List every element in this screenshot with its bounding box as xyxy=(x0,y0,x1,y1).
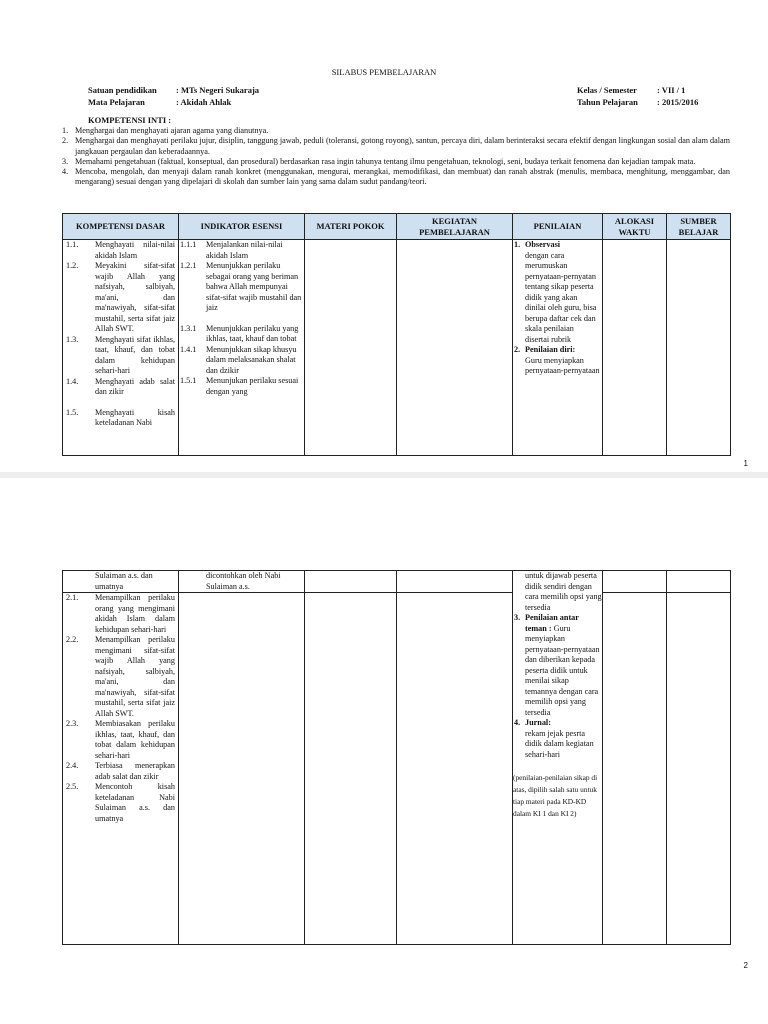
indikator-item xyxy=(179,240,304,261)
ki-text: Mencoba, mengolah, dan menyaji dalam ranah konkret (menggunakan, mengurai, merangkai, memodifikasi, dan membuat) dan ranah abstrak (menulis, membaca, menghitung, menggambar, dan mengarang) sesuai dengan yang dipelajari di skolah dan sumber lain yang sama dalam sudut pandang/teori. xyxy=(75,167,730,187)
kd-item xyxy=(63,593,178,635)
table-row xyxy=(63,571,731,593)
kd-item xyxy=(63,719,178,761)
ki-text: Menghargai dan menghayati perilaku jujur, disiplin, tanggung jawab, peduli (toleransi, gotong royong), santun, percaya diri, dalam berinteraksi secara efektif dengan lingkungan sosial dan alam dalam jangkauan pergaulan dan keberadaannya. xyxy=(75,136,731,156)
header-indikator-esensi: INDIKATOR ESENSI xyxy=(179,214,305,240)
sumber-cell xyxy=(667,240,731,456)
indikator-text: Menjalankan nilai-nilai akidah Islam xyxy=(206,240,283,260)
penilaian-heading: Observasi xyxy=(525,240,561,249)
tahun-label: Tahun Pelajaran xyxy=(577,97,638,107)
page-1 xyxy=(0,0,768,472)
ki-number: 2. xyxy=(62,136,69,146)
header-alokasi-waktu: ALOKASI WAKTU xyxy=(603,214,667,240)
penilaian-cell xyxy=(513,571,603,945)
syllabus-table-page-1 xyxy=(62,213,731,456)
indikator-text: Menunjukkan perilaku sebagai orang yang beriman bahwa Allah mempunyai sifat-sifat wajib mustahil dan jaiz xyxy=(206,261,302,312)
penilaian-continued-text: untuk dijawab peserta didik sendiri dengan cara memilih opsi yang tersedia xyxy=(525,571,602,612)
kd-number: 1.5. xyxy=(66,407,79,417)
penilaian-text: dengan cara merumuskan pernyataan-pernyatan tentang sikap peserta didik yang akan dinilai oleh guru, bisa berupa daftar cek dan skala penilaian disertai rubrik xyxy=(525,250,597,344)
document-title: SILABUS PEMBELAJARAN xyxy=(331,67,437,77)
kd-item xyxy=(63,782,178,824)
ki-text: Menghargai dan menghayati ajaran agama yang dianutnya. xyxy=(75,126,269,135)
indikator-item xyxy=(179,376,304,397)
kd-text: Menampilkan perilaku orang yang mengimani akidah Islam dalam kehidupan sehari-hari xyxy=(95,593,175,634)
meta-left xyxy=(88,84,259,108)
table-row xyxy=(63,593,731,945)
indikator-item xyxy=(179,324,304,345)
materi-cell xyxy=(305,571,397,593)
kd-item xyxy=(63,408,178,429)
penilaian-number: 3. xyxy=(514,613,521,622)
mapel-value: : Akidah Ahlak xyxy=(176,97,232,107)
alokasi-cell xyxy=(603,571,667,593)
table-header-row xyxy=(63,214,731,240)
kd-number: 2.4. xyxy=(66,761,79,770)
penilaian-item xyxy=(513,240,602,345)
kd-number: 1.1. xyxy=(66,240,79,249)
indikator-text: Menunjukkan perilaku yang ikhlas, taat, khauf dan tobat xyxy=(206,323,299,343)
kd-text: Menghayati nilai-nilai akidah Islam xyxy=(95,240,175,260)
kd-text: Menampilkan perilaku mengimani sifat-sifat wajib Allah yang nafsiyah, salbiyah, ma'ani, dan ma'nawiyah, sifat-sifat mustahil, serta sifat jaiz Allah SWT. xyxy=(95,635,175,718)
indikator-cell xyxy=(179,571,305,593)
sumber-cell xyxy=(667,593,731,945)
indikator-text: Menunjukkan sikap khusyu dalam melaksanakan shalat dan dzikir xyxy=(206,344,297,375)
penilaian-number: 1. xyxy=(514,240,521,249)
ki-item xyxy=(62,136,730,157)
header-kompetensi-dasar: KOMPETENSI DASAR xyxy=(63,214,179,240)
ki-list xyxy=(62,126,730,188)
indikator-cell xyxy=(179,240,305,456)
kelas-value: : VII / 1 xyxy=(657,85,686,95)
kd-cell xyxy=(63,571,179,593)
kd-number: 2.5. xyxy=(66,782,79,791)
penilaian-item xyxy=(513,718,602,760)
penilaian-cell xyxy=(513,240,603,456)
kegiatan-cell xyxy=(397,593,513,945)
penilaian-heading: Penilaian antar teman : xyxy=(525,613,579,633)
ki-item xyxy=(62,157,730,167)
materi-cell xyxy=(305,240,397,456)
ki-number: 1. xyxy=(62,126,69,135)
satuan-value: : MTs Negeri Sukaraja xyxy=(176,85,260,95)
kd-continued-text: Sulaiman a.s. dan umatnya xyxy=(95,571,153,591)
indikator-number: 1.5.1 xyxy=(180,376,197,385)
alokasi-cell xyxy=(603,593,667,945)
ki-number: 3. xyxy=(62,156,69,166)
penilaian-heading: Penilaian diri: xyxy=(525,345,576,354)
satuan-label: Satuan pendidikan xyxy=(88,85,157,95)
materi-cell xyxy=(305,593,397,945)
ki-item xyxy=(62,167,730,188)
page-number: 1 xyxy=(743,459,748,468)
indikator-item xyxy=(179,345,304,377)
kd-number: 1.2. xyxy=(66,261,79,270)
kelas-label: Kelas / Semester xyxy=(577,85,637,95)
kd-cell xyxy=(63,240,179,456)
header-materi-pokok: MATERI POKOK xyxy=(305,214,397,240)
mapel-label: Mata Pelajaran xyxy=(88,97,145,107)
kd-text: Terbiasa menerapkan adab salat dan zikir xyxy=(95,761,175,781)
header-kegiatan-pembelajaran: KEGIATAN PEMBELAJARAN xyxy=(397,214,513,240)
penilaian-text: rekam jejak pesrta didik dalam kegiatan sehari-hari xyxy=(525,728,594,759)
kd-text: Menghayati kisah keteladanan Nabi xyxy=(95,407,175,427)
table-row xyxy=(63,240,731,456)
indikator-number: 1.2.1 xyxy=(180,261,197,270)
syllabus-table-page-2 xyxy=(62,570,731,945)
penilaian-text: Guru menyiapkan pernyataan-pernyataan xyxy=(525,355,600,375)
ki-heading: KOMPETENSI INTI : xyxy=(88,115,172,125)
meta-right xyxy=(577,84,698,108)
alokasi-cell xyxy=(603,240,667,456)
kegiatan-cell xyxy=(397,240,513,456)
kd-item xyxy=(63,261,178,335)
kd-number: 2.2. xyxy=(66,635,79,644)
ki-item xyxy=(62,126,730,136)
kd-number: 2.1. xyxy=(66,593,79,602)
indikator-cell xyxy=(179,593,305,945)
indikator-number: 1.4.1 xyxy=(180,344,197,354)
penilaian-note: (penilaian-penilaian sikap di atas, dipilih salah satu untuk tiap materi pada KD-KD dalam KI 1 dan KI 2) xyxy=(513,773,598,818)
indikator-text: Menunjukan perilaku sesuai dengan yang xyxy=(206,376,299,396)
indikator-continued-text: dicontohkan oleh Nabi Sulaiman a.s. xyxy=(206,571,281,591)
indikator-number: 1.1.1 xyxy=(180,240,197,249)
indikator-item xyxy=(179,261,304,314)
kd-number: 1.3. xyxy=(66,334,79,344)
kd-item xyxy=(63,335,178,377)
header-sumber-belajar: SUMBER BELAJAR xyxy=(667,214,731,240)
ki-number: 4. xyxy=(62,167,69,177)
tahun-value: : 2015/2016 xyxy=(657,97,699,107)
kd-text: Menghayati sifat ikhlas, taat, khauf, dan tobat dalam kehidupan sehari-hari xyxy=(95,334,175,375)
ki-text: Memahami pengetahuan (faktual, konseptual, dan prosedural) berdasarkan rasa ingin tahunya tentang ilmu pengetahuan, teknologi, seni, budaya terkait fenomena dan kejadian tampak mata. xyxy=(75,156,696,166)
penilaian-item xyxy=(513,345,602,377)
page-number: 2 xyxy=(743,961,748,970)
kd-text: Menghayati adab salat dan zikir xyxy=(95,376,175,396)
kd-text: Meyakini sifat-sifat wajib Allah yang nafsiyah, salbiyah, ma'ani, dan ma'nawiyah, sifat-sifat mustahil, serta sifat jaiz Allah SWT. xyxy=(95,261,175,333)
sumber-cell xyxy=(667,571,731,593)
kd-item xyxy=(63,240,178,261)
kd-item xyxy=(63,761,178,782)
penilaian-number: 4. xyxy=(514,718,521,727)
penilaian-item xyxy=(513,613,602,718)
kd-item xyxy=(63,377,178,398)
kd-number: 2.3. xyxy=(66,719,79,728)
penilaian-heading: Jurnal: xyxy=(525,718,551,727)
kd-text: Membiasakan perilaku ikhlas, taat, khauf, dan tobat dalam kehidupan sehari-hari xyxy=(95,719,175,760)
header-penilaian: PENILAIAN xyxy=(513,214,603,240)
kd-item xyxy=(63,635,178,719)
indikator-number: 1.3.1 xyxy=(180,323,197,333)
penilaian-number: 2. xyxy=(514,345,521,354)
kd-cell xyxy=(63,593,179,945)
kd-number: 1.4. xyxy=(66,376,79,386)
penilaian-text: Guru menyiapkan pernyataan-pernyataan dan diberikan kepada peserta didik untuk menilai sikap temannya dengan cara memilih opsi yang tersedia xyxy=(525,623,600,717)
kegiatan-cell xyxy=(397,571,513,593)
kd-text: Mencontoh kisah keteladanan Nabi Sulaiman a.s. dan umatnya xyxy=(95,782,175,823)
